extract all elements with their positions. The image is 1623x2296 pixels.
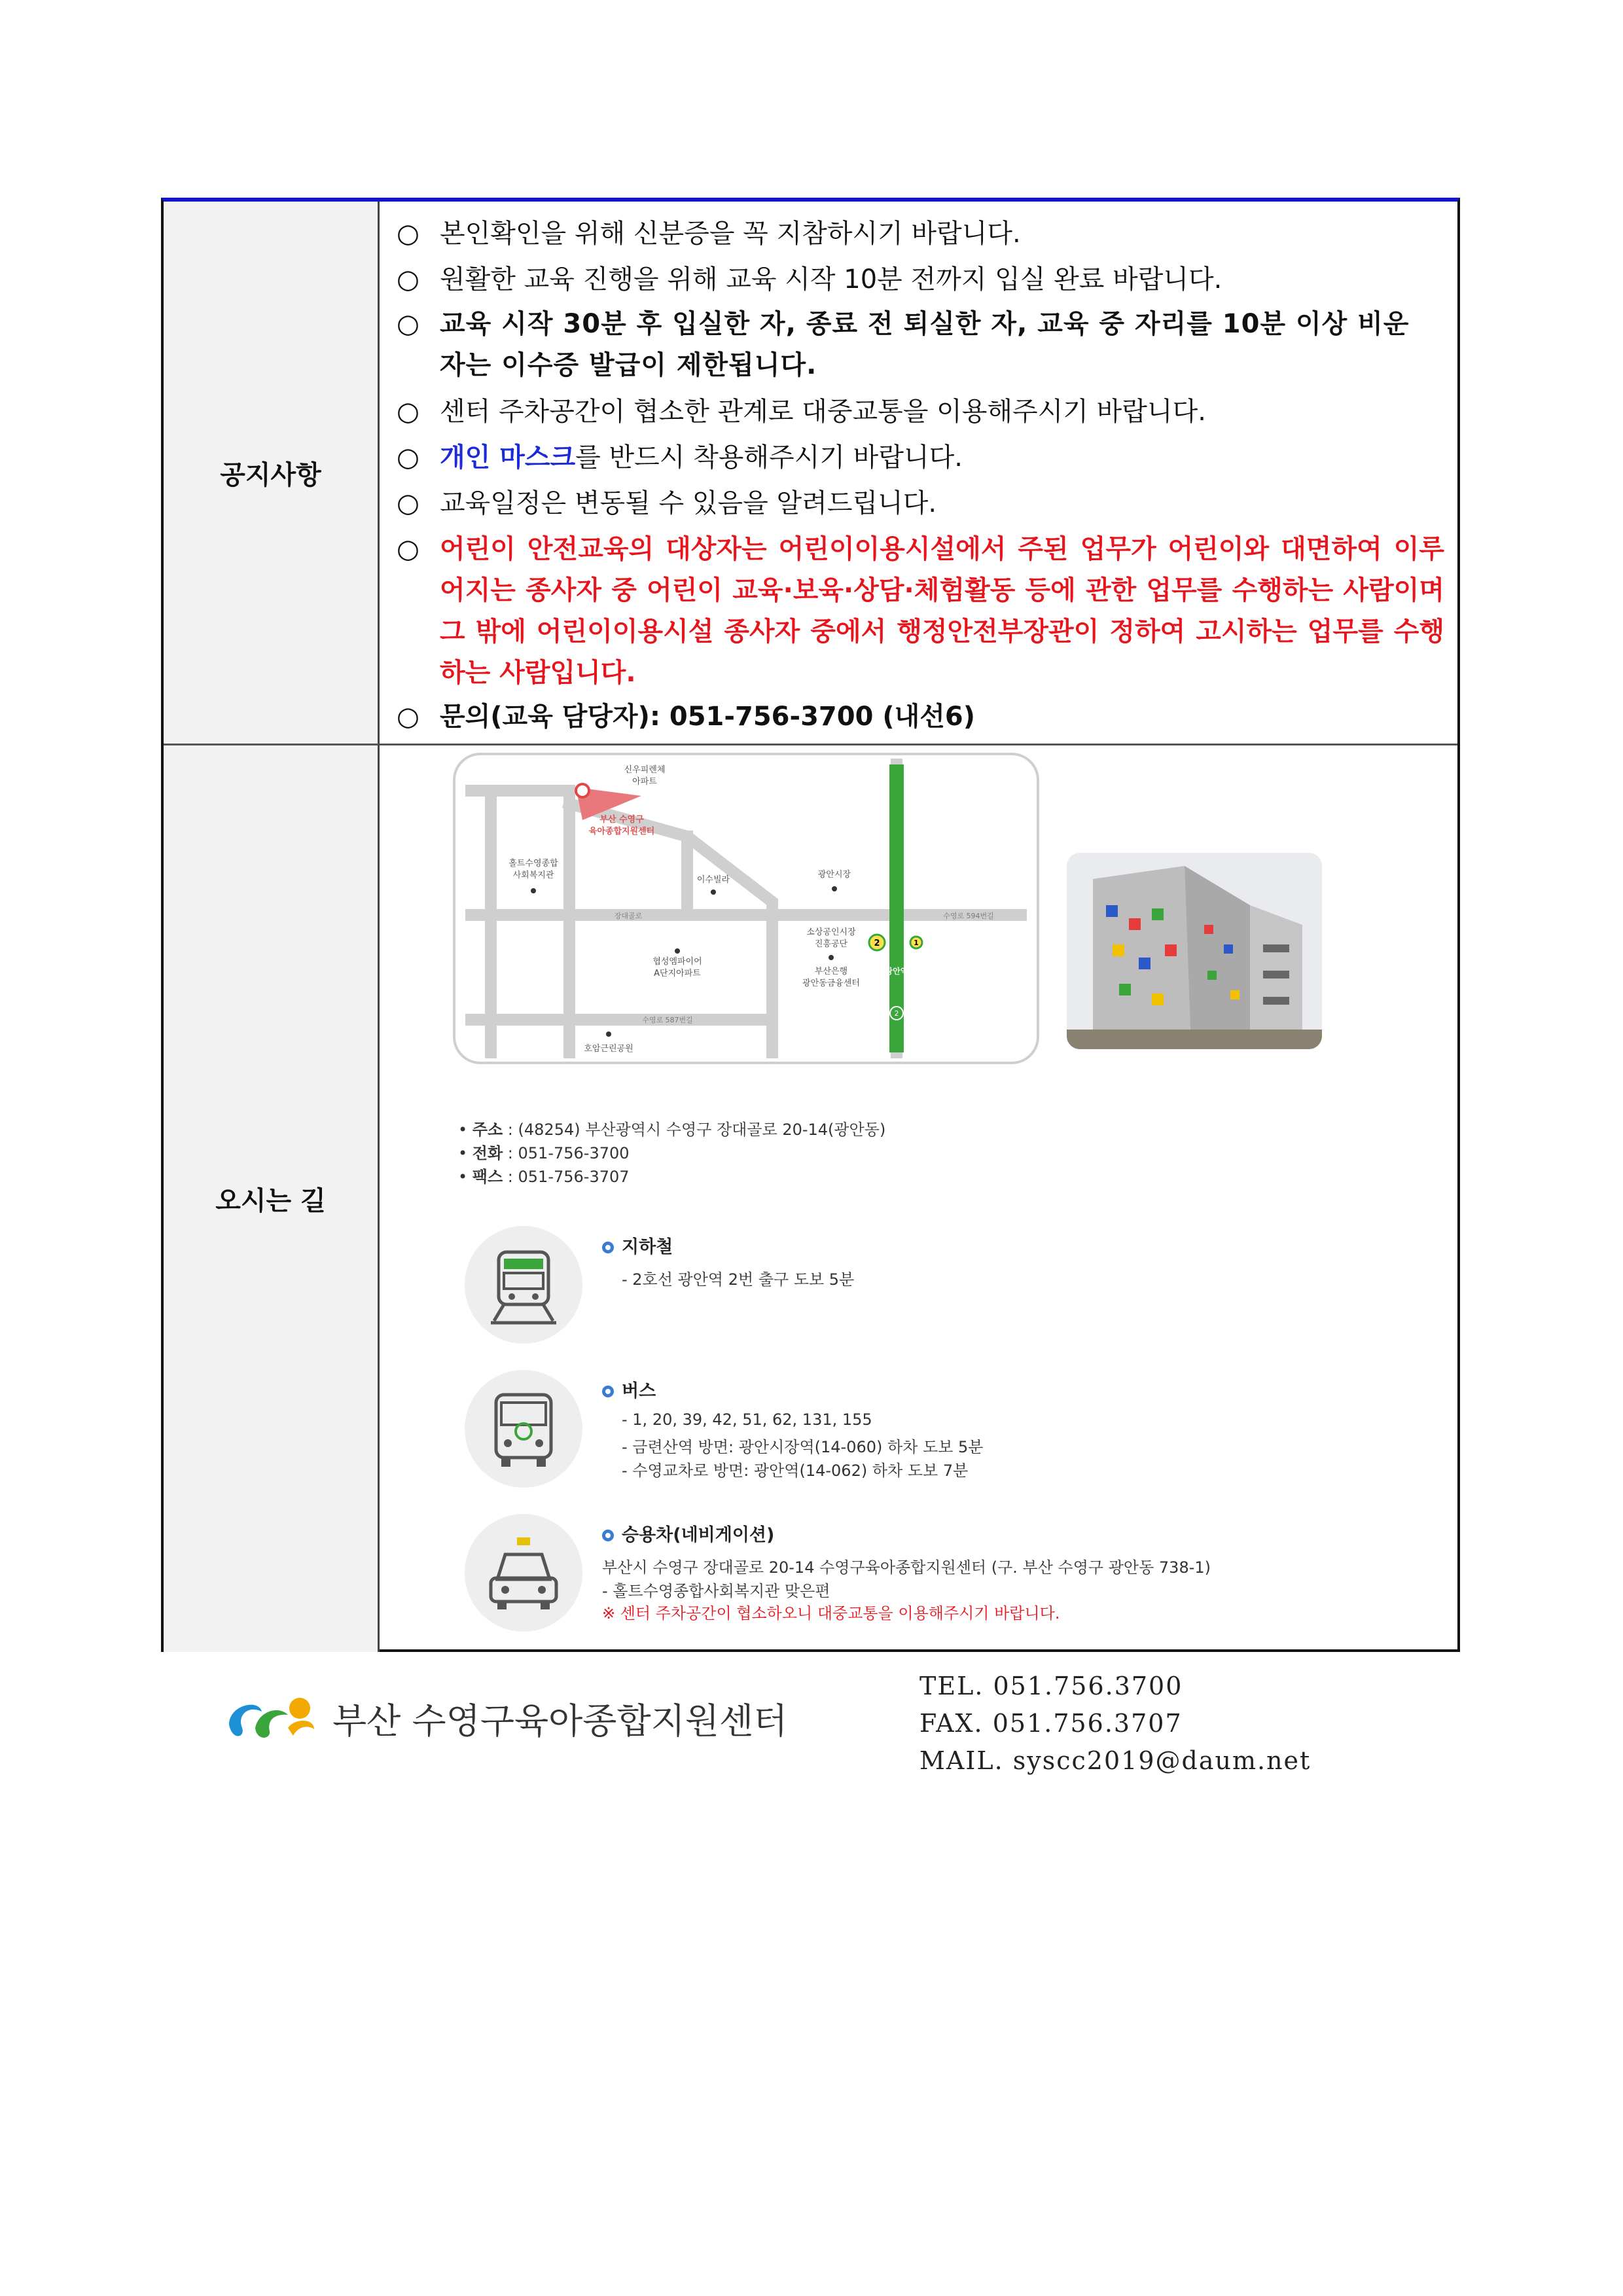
row-divider (380, 744, 1457, 745)
notice-label-cell (164, 202, 380, 744)
map-label: 이수빌라 (696, 875, 730, 885)
bus-title (602, 1376, 656, 1402)
bullet-dot-icon (602, 1242, 614, 1253)
subway-section (465, 1226, 1250, 1344)
notice-item (397, 211, 1444, 257)
bus-section (465, 1370, 1250, 1488)
notice-item-contact (397, 694, 1444, 740)
station-label: 광안역 (885, 967, 908, 976)
line-badge-label: 2 (894, 1009, 899, 1018)
circle-bullet-icon: ○ (397, 397, 419, 427)
address-key: 주소 (472, 1121, 503, 1139)
car-line-text: - 홀트수영종합사회복지관 맞은편 (602, 1582, 830, 1600)
org-name: 부산 수영구육아종합지원센터 (332, 1700, 788, 1742)
notice-item-red (397, 529, 1444, 694)
subway-icon (465, 1226, 582, 1344)
road-label: 수영로 587번길 (642, 1016, 693, 1024)
circle-bullet-icon: ○ (397, 488, 419, 518)
map-label: 광안동금융센터 (802, 978, 860, 988)
notice-text: 문의(교육 담당자): 051-756-3700 (내선6) (440, 702, 976, 732)
car-section (465, 1514, 1250, 1632)
map-label: 진흥공단 (814, 939, 848, 949)
contact-block (919, 1668, 1311, 1780)
map-label: 아파트 (632, 777, 657, 787)
notice-item (397, 389, 1444, 435)
bullet-dot-icon (602, 1530, 614, 1541)
car-warning-text: ※ 센터 주차공간이 협소하오니 대중교통을 이용해주시기 바랍니다. (602, 1604, 1060, 1623)
map-label: 광안시장 (817, 870, 851, 880)
notice-text: 를 반드시 착용해주시기 바랍니다. (575, 442, 963, 473)
map-label: A단지아파트 (654, 969, 701, 978)
map-label: 부산은행 (814, 967, 848, 977)
map-label: 부산 수영구 (599, 815, 644, 825)
notice-text: 교육 시작 30분 후 입실한 자, 종료 전 퇴실한 자, 교육 중 자리를 10분 이상 비운 자는 이수증 발급이 제한됩니다. (440, 309, 1410, 380)
subway-line-text: - 2호선 광안역 2번 출구 도보 5분 (622, 1270, 855, 1289)
address-value: : (48254) 부산광역시 수영구 장대골로 20-14(광안동) (503, 1121, 886, 1139)
bus-icon (465, 1370, 582, 1488)
bullet-dot-icon (602, 1386, 614, 1397)
notice-text: 원활한 교육 진행을 위해 교육 시작 10분 전까지 입실 완료 바랍니다. (440, 264, 1222, 295)
circle-bullet-icon: ○ (397, 264, 419, 295)
info-table (161, 198, 1460, 1652)
fax-key: 팩스 (472, 1168, 503, 1186)
circle-bullet-icon: ○ (397, 219, 419, 249)
building-photo (1067, 853, 1322, 1049)
exit-label: 1 (914, 939, 919, 947)
map-label: 소상공인시장 (806, 927, 856, 937)
car-title-text: 승용차(네비게이션) (622, 1525, 775, 1545)
road-label: 장대골로 (614, 912, 643, 920)
map-label: 협성엠파이어 (652, 957, 702, 967)
notice-label: 공지사항 (220, 459, 321, 490)
footer-tel: TEL. 051.756.3700 (919, 1672, 1183, 1700)
map-label: 호암근린공원 (584, 1044, 633, 1054)
directions-label-cell (164, 744, 380, 1652)
address-block (458, 1118, 885, 1189)
car-icon (465, 1514, 582, 1632)
road-label: 수영로 594번길 (943, 912, 994, 920)
tel-key: 전화 (472, 1144, 503, 1162)
tel-line: • 전화 : 051-756-3700 (458, 1144, 630, 1162)
bus-line-text: - 금련산역 방면: 광안시장역(14-060) 하차 도보 5분 (622, 1438, 984, 1456)
notice-item (397, 257, 1444, 302)
map-label: 홀트수영종합 (508, 859, 558, 869)
footer-mail: MAIL. syscc2019@daum.net (919, 1746, 1311, 1775)
notice-text: 어린이 안전교육의 대상자는 어린이이용시설에서 주된 업무가 어린이와 대면하여 이루어지는 종사자 중 어린이 교육·보육·상담·체험활동 등에 관한 업무를 수행하는 사람이며 그 밖에 어린이이용시설 종사자 중에서 행정안전부장관이 정하여 고시하는 업무를 수행하는 사람입니다. (440, 534, 1444, 688)
car-title (602, 1520, 774, 1546)
circle-bullet-icon: ○ (397, 702, 419, 732)
exit-label: 2 (874, 939, 880, 948)
map-label: 사회복지관 (512, 870, 554, 880)
map-label: 신우피렌체 (624, 765, 666, 775)
notice-list (397, 211, 1444, 740)
org-logo-icon (223, 1689, 321, 1748)
address-line: • 주소 : (48254) 부산광역시 수영구 장대골로 20-14(광안동) (458, 1121, 886, 1139)
notice-text: 본인확인을 위해 신분증을 꼭 지참하시기 바랍니다. (440, 219, 1021, 249)
notice-item-bold (397, 304, 1444, 386)
map-label: 육아종합지원센터 (588, 827, 655, 836)
car-line-text: 부산시 수영구 장대골로 20-14 수영구육아종합지원센터 (구. 부산 수영구 광안동 738-1) (602, 1558, 1211, 1577)
notice-item (397, 435, 1444, 480)
footer-fax: FAX. 051.756.3707 (919, 1709, 1183, 1738)
subway-title-text: 지하철 (622, 1237, 673, 1257)
notice-text: 교육일정은 변동될 수 있음을 알려드립니다. (440, 488, 937, 518)
subway-title (602, 1232, 673, 1258)
mask-highlight: 개인 마스크 (440, 442, 576, 473)
footer-logo (223, 1685, 787, 1751)
notice-item (397, 480, 1444, 526)
circle-bullet-icon: ○ (397, 309, 420, 339)
location-map (452, 751, 1041, 1066)
fax-line: • 팩스 : 051-756-3707 (458, 1168, 630, 1186)
notice-text: 센터 주차공간이 협소한 관계로 대중교통을 이용해주시기 바랍니다. (440, 397, 1206, 427)
bus-line-text: - 수영교차로 방면: 광안역(14-062) 하차 도보 7분 (622, 1462, 969, 1480)
circle-bullet-icon: ○ (397, 534, 419, 564)
circle-bullet-icon: ○ (397, 442, 419, 473)
directions-label: 오시는 길 (215, 1186, 326, 1216)
fax-value: : 051-756-3707 (503, 1168, 630, 1186)
bus-title-text: 버스 (622, 1381, 656, 1401)
map-pin-icon (576, 784, 589, 797)
tel-value: : 051-756-3700 (503, 1144, 630, 1162)
bus-line-text: - 1, 20, 39, 42, 51, 62, 131, 155 (622, 1410, 872, 1429)
